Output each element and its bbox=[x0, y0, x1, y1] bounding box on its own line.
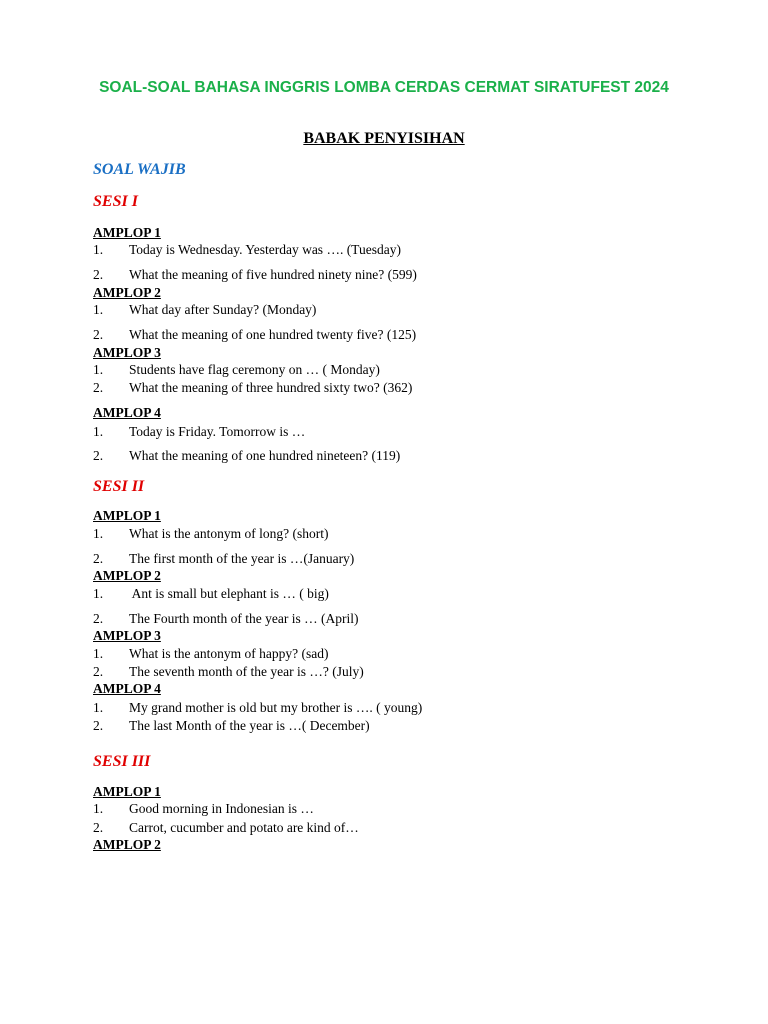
question-number: 1. bbox=[93, 801, 104, 816]
question-text: The last Month of the year is …( December) bbox=[129, 718, 370, 733]
question-text: Students have flag ceremony on … ( Monday) bbox=[129, 362, 380, 377]
question-item bbox=[93, 526, 328, 542]
question-item bbox=[93, 424, 305, 440]
amplop-heading: AMPLOP 4 bbox=[93, 405, 161, 420]
question-text: Today is Wednesday. Yesterday was …. (Tuesday) bbox=[129, 242, 401, 257]
question-text: Ant is small but elephant is … ( big) bbox=[129, 586, 329, 601]
question-item bbox=[93, 302, 316, 318]
question-number: 1. bbox=[93, 302, 104, 317]
amplop-heading: AMPLOP 2 bbox=[93, 285, 161, 300]
question-number: 1. bbox=[93, 586, 104, 601]
amplop-heading: AMPLOP 1 bbox=[93, 784, 161, 799]
question-number: 1. bbox=[93, 646, 104, 661]
question-text: The seventh month of the year is …? (July) bbox=[129, 664, 364, 679]
amplop-heading: AMPLOP 1 bbox=[93, 508, 161, 523]
question-text: Today is Friday. Tomorrow is … bbox=[129, 424, 306, 439]
question-item bbox=[93, 267, 417, 283]
question-number: 1. bbox=[93, 526, 104, 541]
question-text: Carrot, cucumber and potato are kind of… bbox=[129, 820, 359, 835]
question-item bbox=[93, 718, 370, 734]
question-item bbox=[93, 362, 380, 378]
question-item bbox=[93, 448, 400, 464]
question-number: 1. bbox=[93, 362, 104, 377]
question-number: 2. bbox=[93, 611, 104, 626]
question-number: 1. bbox=[93, 700, 104, 715]
question-item bbox=[93, 664, 364, 680]
question-item bbox=[93, 327, 416, 343]
sesi-heading: SESI II bbox=[93, 478, 145, 495]
question-number: 2. bbox=[93, 718, 104, 733]
question-item bbox=[93, 586, 329, 602]
amplop-heading: AMPLOP 4 bbox=[93, 681, 161, 696]
question-item bbox=[93, 646, 328, 662]
question-item bbox=[93, 801, 314, 817]
question-number: 2. bbox=[93, 327, 104, 342]
amplop-heading: AMPLOP 2 bbox=[93, 568, 161, 583]
question-number: 1. bbox=[93, 242, 104, 257]
question-item bbox=[93, 551, 354, 567]
section-heading: SOAL WAJIB bbox=[93, 161, 186, 178]
question-text: What day after Sunday? (Monday) bbox=[129, 302, 317, 317]
question-item bbox=[93, 611, 358, 627]
question-text: The Fourth month of the year is … (April) bbox=[129, 611, 359, 626]
question-text: The first month of the year is …(January) bbox=[129, 551, 355, 566]
question-item bbox=[93, 242, 401, 258]
question-item bbox=[93, 380, 412, 396]
question-item bbox=[93, 700, 422, 716]
question-item bbox=[93, 820, 359, 836]
question-text: What is the antonym of long? (short) bbox=[129, 526, 329, 541]
question-text: What the meaning of one hundred twenty five? (125) bbox=[129, 327, 417, 342]
amplop-heading: AMPLOP 1 bbox=[93, 225, 161, 240]
question-text: What the meaning of one hundred nineteen? (119) bbox=[129, 448, 401, 463]
amplop-heading: AMPLOP 3 bbox=[93, 628, 161, 643]
amplop-heading: AMPLOP 3 bbox=[93, 345, 161, 360]
question-number: 2. bbox=[93, 664, 104, 679]
question-number: 2. bbox=[93, 820, 104, 835]
question-number: 2. bbox=[93, 380, 104, 395]
sesi-heading: SESI I bbox=[93, 193, 138, 210]
question-text: What is the antonym of happy? (sad) bbox=[129, 646, 329, 661]
question-number: 2. bbox=[93, 448, 104, 463]
round-subtitle: BABAK PENYISIHAN bbox=[303, 130, 465, 147]
amplop-heading: AMPLOP 2 bbox=[93, 837, 161, 852]
sesi-heading: SESI III bbox=[93, 753, 151, 770]
question-number: 1. bbox=[93, 424, 104, 439]
question-text: My grand mother is old but my brother is …. ( young) bbox=[129, 700, 423, 715]
question-number: 2. bbox=[93, 267, 104, 282]
question-number: 2. bbox=[93, 551, 104, 566]
question-text: What the meaning of five hundred ninety nine? (599) bbox=[129, 267, 417, 282]
question-text: What the meaning of three hundred sixty two? (362) bbox=[129, 380, 413, 395]
question-text: Good morning in Indonesian is … bbox=[129, 801, 314, 816]
document-title: SOAL-SOAL BAHASA INGGRIS LOMBA CERDAS CERMAT SIRATUFEST 2024 bbox=[99, 79, 669, 96]
